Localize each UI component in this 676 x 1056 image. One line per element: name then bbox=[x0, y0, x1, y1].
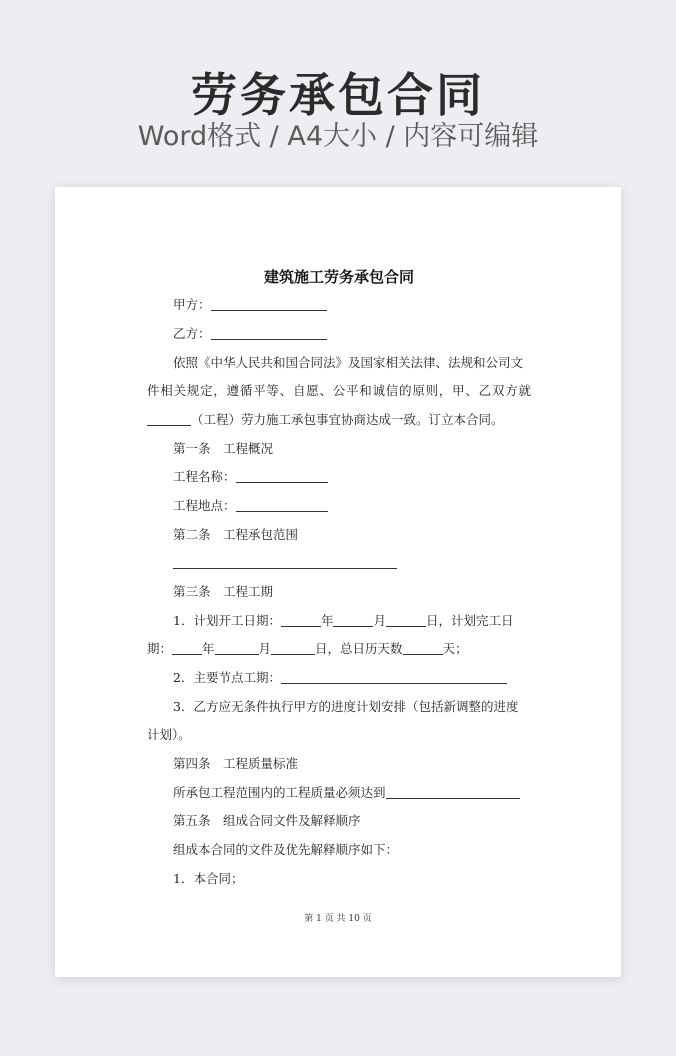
start-date-label: 1．计划开工日期： bbox=[173, 613, 281, 628]
milestone-line bbox=[173, 664, 507, 693]
banner-subtitle: Word格式 / A4大小 / 内容可编辑 bbox=[137, 121, 539, 152]
article-3-heading: 第三条 工程工期 bbox=[173, 584, 274, 599]
end-year-blank[interactable] bbox=[172, 640, 202, 655]
party-a-label: 甲方： bbox=[173, 297, 211, 312]
preamble-line-1: 依照《中华人民共和国合同法》及国家相关法律、法规和公司文 bbox=[173, 355, 524, 370]
party-b-line bbox=[173, 320, 327, 349]
article-5-heading: 第五条 组成合同文件及解释顺序 bbox=[173, 813, 361, 828]
month-label: 月 bbox=[258, 641, 272, 656]
document-title: 建筑施工劳务承包合同 bbox=[263, 268, 414, 286]
end-date-label: 日，计划完工日 bbox=[426, 613, 514, 628]
year-label: 年 bbox=[320, 613, 334, 628]
project-name-line bbox=[173, 463, 328, 492]
total-days-blank[interactable] bbox=[403, 640, 443, 655]
party-a-line bbox=[173, 291, 327, 320]
milestone-label: 2．主要节点工期： bbox=[173, 670, 281, 685]
progress-line-2: 计划）。 bbox=[147, 727, 191, 742]
party-a-blank[interactable] bbox=[211, 296, 327, 311]
article-4-heading: 第四条 工程质量标准 bbox=[173, 756, 299, 771]
progress-line-1: 3．乙方应无条件执行甲方的进度计划安排（包括新调整的进度 bbox=[173, 699, 519, 714]
start-month-blank[interactable] bbox=[333, 612, 373, 627]
end-date-label-cont: 期： bbox=[147, 641, 173, 656]
preamble-line-3 bbox=[147, 406, 504, 435]
total-days-label: 日，总日历天数 bbox=[315, 641, 403, 656]
days-label: 天； bbox=[442, 641, 468, 656]
month-label: 月 bbox=[373, 613, 386, 628]
end-day-blank[interactable] bbox=[271, 640, 315, 655]
project-name-blank[interactable] bbox=[236, 468, 328, 483]
article-5-item-1: 1．本合同； bbox=[173, 871, 244, 886]
party-b-blank[interactable] bbox=[211, 325, 327, 340]
quality-text: 所承包工程范围内的工程质量必须达到 bbox=[173, 785, 386, 800]
scope-blank[interactable] bbox=[173, 554, 397, 569]
project-location-label: 工程地点： bbox=[173, 498, 236, 513]
document-page bbox=[55, 187, 621, 977]
project-location-blank[interactable] bbox=[236, 497, 328, 512]
quality-blank[interactable] bbox=[386, 784, 520, 799]
milestone-blank[interactable] bbox=[281, 669, 507, 684]
end-month-blank[interactable] bbox=[215, 640, 259, 655]
banner-title: 劳务承包合同 bbox=[191, 68, 485, 122]
year-label: 年 bbox=[202, 641, 215, 656]
schedule-line-2 bbox=[147, 635, 468, 664]
preamble-line-2: 件相关规定，遵循平等、自愿、公平和诚信的原则，甲、乙双方就 bbox=[147, 383, 531, 398]
start-day-blank[interactable] bbox=[386, 612, 426, 627]
article-2-heading: 第二条 工程承包范围 bbox=[173, 527, 299, 542]
project-name-label: 工程名称： bbox=[173, 469, 236, 484]
start-year-blank[interactable] bbox=[281, 612, 321, 627]
project-location-line bbox=[173, 492, 328, 521]
party-b-label: 乙方： bbox=[173, 326, 211, 341]
project-blank[interactable] bbox=[147, 411, 191, 426]
page-footer: 第 1 页 共 10 页 bbox=[304, 914, 372, 924]
article-5-intro: 组成本合同的文件及优先解释顺序如下： bbox=[173, 842, 399, 857]
article-1-heading: 第一条 工程概况 bbox=[173, 441, 274, 456]
quality-line bbox=[173, 779, 520, 808]
schedule-line-1 bbox=[173, 607, 514, 636]
preamble-line-3-text: （工程）劳力施工承包事宜协商达成一致。订立本合同。 bbox=[191, 412, 504, 427]
scope-line bbox=[173, 549, 397, 578]
